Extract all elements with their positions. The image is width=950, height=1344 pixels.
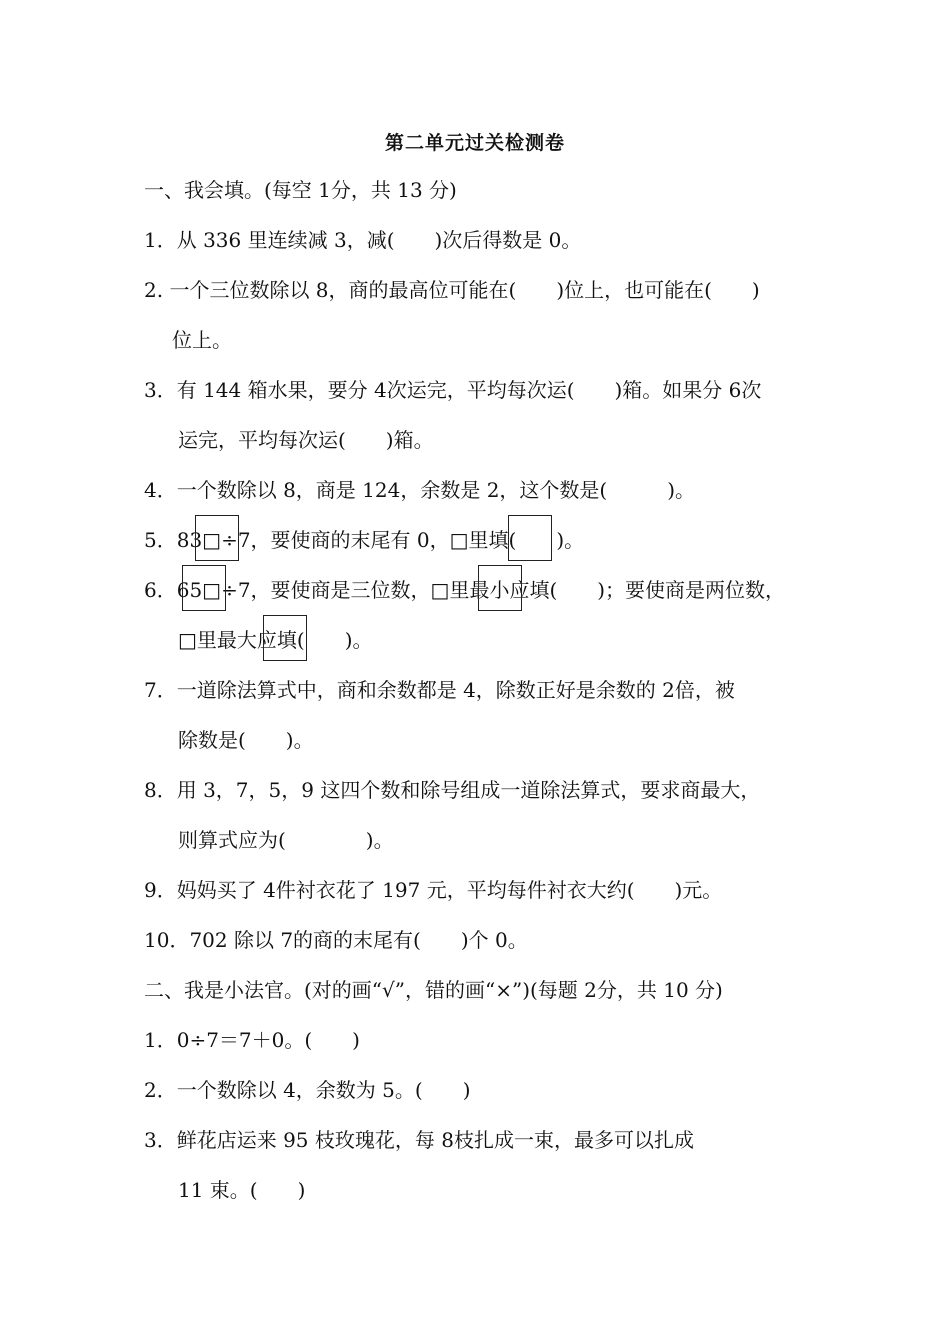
- blank-box-frame: [478, 565, 522, 611]
- blank-box-frame: [508, 515, 552, 561]
- question-1-6-line1: 6．65□÷7，要使商是三位数，□里最小应填( )；要使商是两位数，: [144, 578, 786, 602]
- question-1-10: 10．702 除以 7的商的末尾有( )个 0。: [144, 928, 528, 952]
- question-2-3-line2: 11 束。( ): [178, 1178, 306, 1202]
- question-1-2-line1: 2. 一个三位数除以 8，商的最高位可能在( )位上，也可能在( ): [144, 278, 760, 302]
- question-1-3-line2: 运完，平均每次运( )箱。: [178, 428, 434, 452]
- section1-header: 一、我会填。(每空 1分，共 13 分): [144, 178, 457, 202]
- section2-header: 二、我是小法官。(对的画“√”，错的画“×”)(每题 2分，共 10 分): [144, 978, 723, 1002]
- question-1-6-line2: □里最大应填( )。: [178, 628, 373, 652]
- question-1-1: 1．从 336 里连续减 3，减( )次后得数是 0。: [144, 228, 582, 252]
- question-1-2-line2: 位上。: [172, 328, 232, 352]
- question-1-7-line1: 7．一道除法算式中，商和余数都是 4，除数正好是余数的 2倍，被: [144, 678, 735, 702]
- page-title: 第二单元过关检测卷: [384, 132, 565, 154]
- question-2-1: 1．0÷7＝7＋0。( ): [144, 1028, 360, 1052]
- question-2-3-line1: 3．鲜花店运来 95 枝玫瑰花，每 8枝扎成一束，最多可以扎成: [144, 1128, 694, 1152]
- blank-box-frame: [195, 515, 239, 561]
- question-1-8-line1: 8．用 3，7，5，9 这四个数和除号组成一道除法算式，要求商最大，: [144, 778, 761, 802]
- question-1-4: 4．一个数除以 8，商是 124，余数是 2，这个数是( )。: [144, 478, 696, 502]
- question-2-2: 2．一个数除以 4，余数为 5。( ): [144, 1078, 471, 1102]
- question-1-7-line2: 除数是( )。: [178, 728, 314, 752]
- question-1-5: 5．83□÷7，要使商的末尾有 0，□里填( )。: [144, 528, 585, 552]
- question-1-9: 9．妈妈买了 4件衬衣花了 197 元，平均每件衬衣大约( )元。: [144, 878, 723, 902]
- blank-box-frame: [263, 615, 307, 661]
- blank-box-frame: [182, 565, 226, 611]
- question-1-8-line2: 则算式应为( )。: [178, 828, 394, 852]
- question-1-3-line1: 3．有 144 箱水果，要分 4次运完，平均每次运( )箱。如果分 6次: [144, 378, 762, 402]
